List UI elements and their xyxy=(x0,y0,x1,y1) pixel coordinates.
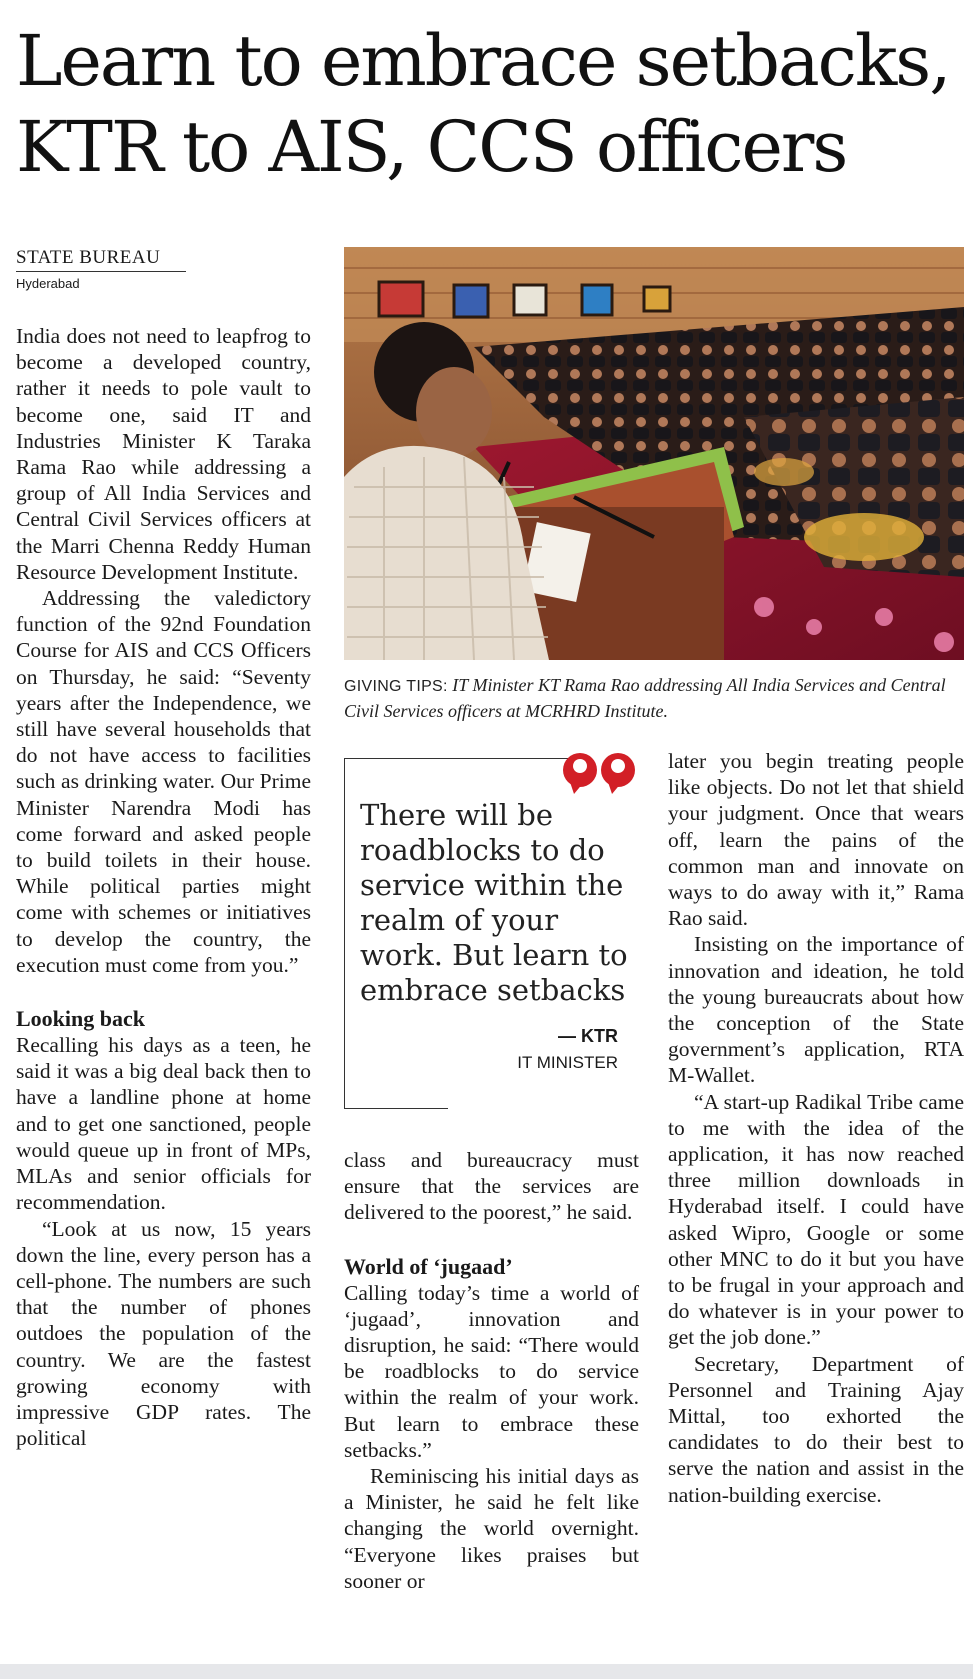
paragraph: Recalling his days as a teen, he said it was a big deal back then to have a landline phone at home and to get one sanctioned, people would queue up in front of MPs, MLAs and senior officials for recommendation. xyxy=(16,1033,311,1215)
byline-block xyxy=(16,247,186,291)
paragraph: Calling today’s time a world of ‘jugaad’, innovation and disruption, he said: “There would be roadblocks to do service within the realm of your work. But learn to embrace these setbacks.” xyxy=(344,1280,639,1462)
quote-border-bottom xyxy=(344,1108,448,1109)
quote-text: There will be roadblocks to do service within the realm of your work. But learn to embrace setbacks xyxy=(360,798,628,1007)
pull-quote xyxy=(344,758,636,1108)
photo-illustration xyxy=(344,247,964,660)
headline: Learn to embrace setbacks, KTR to AIS, CCS officers xyxy=(16,20,950,188)
dateline: Hyderabad xyxy=(16,276,80,291)
bottom-band xyxy=(0,1664,973,1679)
paragraph: later you begin treating people like objects. Do not let that shield your judgment. Once that wears off, learn the pains of the common man and innovate on ways to do away with it,” Rama Rao said. xyxy=(668,749,964,931)
paragraph: Addressing the valedictory function of the 92nd Foundation Course for AIS and CCS Officers on Thursday, he said: “Seventy years after the Independence, we still have several households that do not have access to facilities such as drinking water. Our Prime Minister Narendra Modi has come forward and asked people to build toilets in their house. While political parties might come with schemes or initiatives to develop the country, the execution must come from you.” xyxy=(16,586,311,977)
paragraph: “A start-up Radikal Tribe came to me with the idea of the application, it has now reached three million downloads in Hyderabad itself. I could have asked Wipro, Google or some other MNC to do it but you have to be frugal in your approach and do whatever is in your power to get the job done.” xyxy=(668,1089,964,1350)
quote-author-role: IT MINISTER xyxy=(517,1053,618,1072)
photo-caption xyxy=(344,673,964,723)
paragraph: Reminiscing his initial days as a Minister, he said he felt like changing the world overnight. “Everyone likes praises but sooner or xyxy=(344,1464,639,1593)
paragraph: India does not need to leapfrog to become a developed country, rather it needs to pole vault to become one, said IT and Industries Minister K Taraka Rama Rao while addressing a group of All India Services and Central Civil Services officers at the Marri Chenna Reddy Human Resource Development Institute. xyxy=(16,324,311,584)
article-column-3 xyxy=(668,748,964,1508)
caption-label: GIVING TIPS: xyxy=(344,678,448,695)
quote-author: — KTR xyxy=(558,1026,618,1046)
article-photo xyxy=(344,247,964,660)
quote-border-left xyxy=(344,758,345,1108)
subheading-looking-back: Looking back xyxy=(16,1006,145,1032)
quotation-marks-icon xyxy=(560,748,640,796)
paragraph: Secretary, Department of Personnel and Training Ajay Mittal, too exhorted the candidates to do their best to serve the nation and assist in the nation-building exercise. xyxy=(668,1351,964,1507)
quote-border-top xyxy=(344,758,569,759)
article-column-1 xyxy=(16,323,311,1451)
article-column-2 xyxy=(344,1147,639,1594)
subheading-world-of-jugaad: World of ‘jugaad’ xyxy=(344,1253,513,1279)
caption-text: IT Minister KT Rama Rao addressing All India Services and Central Civil Services officers at MCRHRD Institute. xyxy=(344,675,946,721)
paragraph: class and bureaucracy must ensure that the services are delivered to the poorest,” he said. xyxy=(344,1148,639,1225)
paragraph: Insisting on the importance of innovation and ideation, he told the young bureaucrats about how the conception of the State government’s application, RTA M-Wallet. xyxy=(668,932,964,1088)
paragraph: “Look at us now, 15 years down the line, every person has a cell-phone. The numbers are such that the number of phones outdoes the population of the country. We are the fastest growing economy with impressive GDP rates. The political xyxy=(16,1216,311,1451)
byline: STATE BUREAU xyxy=(16,247,186,272)
